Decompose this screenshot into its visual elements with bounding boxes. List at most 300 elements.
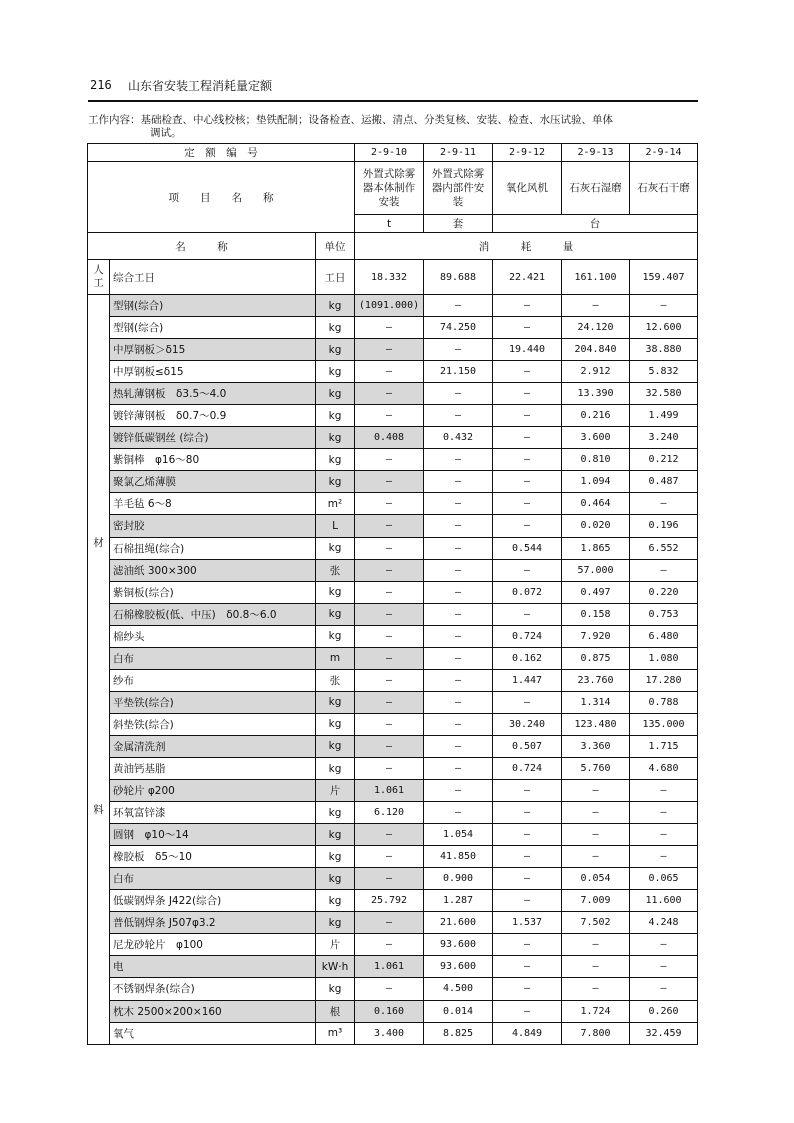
material-unit: m³ (316, 1022, 355, 1044)
material-value-4: 0.054 (562, 868, 630, 890)
material-row (88, 405, 698, 427)
project-name-3: 氧化风机 (493, 162, 562, 215)
material-value-1: — (355, 537, 424, 559)
material-value-3: — (493, 802, 562, 824)
project-name-5: 石灰石干磨 (630, 162, 698, 215)
quota-table (87, 143, 698, 1045)
material-value-5: 0.260 (630, 1000, 698, 1022)
material-value-4: 7.920 (562, 625, 630, 647)
material-row (88, 427, 698, 449)
material-value-1: 1.061 (355, 956, 424, 978)
project-name-2: 外置式除雾器内部件安装 (424, 162, 493, 215)
material-value-3: — (493, 449, 562, 471)
material-name: 不锈钢焊条(综合) (110, 978, 316, 1000)
material-value-2: 21.150 (424, 361, 493, 383)
unit-column-label: 单位 (316, 233, 355, 260)
material-value-2: — (424, 625, 493, 647)
material-row (88, 647, 698, 669)
labor-category: 人工 (88, 260, 110, 295)
material-unit: kW·h (316, 956, 355, 978)
material-value-1: — (355, 735, 424, 757)
material-value-4: 5.760 (562, 757, 630, 779)
material-row (88, 581, 698, 603)
material-value-5: — (630, 846, 698, 868)
material-value-5: 0.788 (630, 691, 698, 713)
material-name: 型钢(综合) (110, 295, 316, 317)
material-value-2: — (424, 559, 493, 581)
book-title: 山东省安装工程消耗量定额 (128, 79, 273, 93)
material-value-3: — (493, 1000, 562, 1022)
material-row (88, 824, 698, 846)
material-name: 环氧富锌漆 (110, 802, 316, 824)
material-value-5: 6.552 (630, 537, 698, 559)
material-value-5: 3.240 (630, 427, 698, 449)
material-value-4: — (562, 824, 630, 846)
material-value-5: 12.600 (630, 317, 698, 339)
material-value-5: 1.499 (630, 405, 698, 427)
material-name: 紫铜板(综合) (110, 581, 316, 603)
material-value-5: — (630, 295, 698, 317)
material-unit: kg (316, 295, 355, 317)
material-row (88, 780, 698, 802)
material-value-2: 1.287 (424, 890, 493, 912)
material-value-2: 4.500 (424, 978, 493, 1000)
material-value-5: 0.065 (630, 868, 698, 890)
quota-code-5: 2-9-14 (630, 144, 698, 162)
material-value-5: 0.487 (630, 471, 698, 493)
project-name-label: 项 目 名 称 (88, 162, 355, 233)
material-row (88, 669, 698, 691)
material-unit: kg (316, 537, 355, 559)
material-name: 枕木 2500×200×160 (110, 1000, 316, 1022)
material-value-5: 0.212 (630, 449, 698, 471)
material-unit: kg (316, 427, 355, 449)
material-unit: kg (316, 625, 355, 647)
material-value-2: — (424, 493, 493, 515)
material-value-3: — (493, 361, 562, 383)
project-name-4: 石灰石湿磨 (562, 162, 630, 215)
material-name: 金属清洗剂 (110, 735, 316, 757)
unit-top-2: 套 (424, 215, 493, 233)
material-value-2: — (424, 471, 493, 493)
material-value-5: 4.680 (630, 757, 698, 779)
material-value-4: 1.094 (562, 471, 630, 493)
material-unit: kg (316, 383, 355, 405)
material-value-2: — (424, 581, 493, 603)
material-unit: kg (316, 846, 355, 868)
material-value-1: — (355, 559, 424, 581)
material-value-4: 2.912 (562, 361, 630, 383)
material-name: 型钢(综合) (110, 317, 316, 339)
material-value-3: — (493, 515, 562, 537)
material-value-1: — (355, 978, 424, 1000)
material-value-4: — (562, 956, 630, 978)
material-value-2: — (424, 383, 493, 405)
material-value-5: 1.715 (630, 735, 698, 757)
material-value-1: — (355, 868, 424, 890)
material-row (88, 493, 698, 515)
material-value-5: — (630, 802, 698, 824)
material-value-2: — (424, 780, 493, 802)
material-value-2: 21.600 (424, 912, 493, 934)
material-value-3: 19.440 (493, 339, 562, 361)
material-unit: kg (316, 912, 355, 934)
material-value-3: — (493, 780, 562, 802)
material-value-3: 1.447 (493, 669, 562, 691)
material-value-3: — (493, 934, 562, 956)
material-row (88, 757, 698, 779)
material-value-2: 0.900 (424, 868, 493, 890)
material-value-3: — (493, 383, 562, 405)
material-value-3: — (493, 559, 562, 581)
material-unit: kg (316, 317, 355, 339)
material-row (88, 449, 698, 471)
material-value-5: 17.280 (630, 669, 698, 691)
material-value-5: 6.480 (630, 625, 698, 647)
material-value-2: 41.850 (424, 846, 493, 868)
work-content-line-1: 工作内容：基础检查、中心线校核；垫铁配制；设备检查、运搬、清点、分类复核、安装、检查、水压试验、单体 (88, 114, 613, 126)
material-value-5: — (630, 978, 698, 1000)
material-value-4: — (562, 978, 630, 1000)
material-value-4: 7.009 (562, 890, 630, 912)
material-value-2: 0.432 (424, 427, 493, 449)
material-name: 平垫铁(综合) (110, 691, 316, 713)
material-name: 纱布 (110, 669, 316, 691)
material-unit: kg (316, 405, 355, 427)
material-value-4: 0.875 (562, 647, 630, 669)
material-unit: kg (316, 449, 355, 471)
material-unit: L (316, 515, 355, 537)
material-value-2: — (424, 515, 493, 537)
material-value-3: — (493, 603, 562, 625)
material-value-1: — (355, 449, 424, 471)
material-name: 尼龙砂轮片 φ100 (110, 934, 316, 956)
material-value-1: — (355, 647, 424, 669)
material-unit: kg (316, 691, 355, 713)
material-value-5: — (630, 780, 698, 802)
material-category-char-2: 料 (93, 804, 104, 816)
material-unit: kg (316, 339, 355, 361)
material-value-3: 30.240 (493, 713, 562, 735)
material-value-2: — (424, 713, 493, 735)
material-value-1: — (355, 339, 424, 361)
material-name: 石棉橡胶板(低、中压) δ0.8～6.0 (110, 603, 316, 625)
material-row (88, 912, 698, 934)
material-name: 中厚钢板≤δ15 (110, 361, 316, 383)
material-unit: kg (316, 471, 355, 493)
material-unit: 张 (316, 559, 355, 581)
material-value-1: — (355, 383, 424, 405)
material-value-5: 0.196 (630, 515, 698, 537)
material-unit: 片 (316, 780, 355, 802)
material-value-1: 25.792 (355, 890, 424, 912)
material-unit: kg (316, 868, 355, 890)
material-value-1: — (355, 669, 424, 691)
material-value-2: — (424, 757, 493, 779)
material-category-char-1: 材 (93, 537, 104, 549)
material-value-2: — (424, 669, 493, 691)
material-unit: 片 (316, 934, 355, 956)
labor-value-1: 18.332 (355, 260, 424, 295)
labor-value-3: 22.421 (493, 260, 562, 295)
material-value-3: 0.507 (493, 735, 562, 757)
material-name: 密封胶 (110, 515, 316, 537)
material-row (88, 1022, 698, 1044)
material-value-5: 32.459 (630, 1022, 698, 1044)
material-name: 砂轮片 φ200 (110, 780, 316, 802)
material-value-3: — (493, 427, 562, 449)
material-row (88, 846, 698, 868)
material-row (88, 890, 698, 912)
material-row (88, 978, 698, 1000)
material-value-4: 1.865 (562, 537, 630, 559)
material-name: 电 (110, 956, 316, 978)
material-row (88, 471, 698, 493)
material-value-4: — (562, 846, 630, 868)
material-name: 镀锌低碳钢丝 (综合) (110, 427, 316, 449)
page-header (88, 72, 698, 102)
material-name: 斜垫铁(综合) (110, 713, 316, 735)
consumption-label: 消 耗 量 (355, 233, 698, 260)
material-value-4: 204.840 (562, 339, 630, 361)
material-value-5: — (630, 493, 698, 515)
material-value-4: — (562, 802, 630, 824)
material-value-3: 0.072 (493, 581, 562, 603)
material-row (88, 713, 698, 735)
material-value-1: — (355, 691, 424, 713)
material-value-1: 6.120 (355, 802, 424, 824)
material-value-1: 1.061 (355, 780, 424, 802)
material-value-2: — (424, 405, 493, 427)
quota-code-label: 定 额 编 号 (88, 144, 355, 162)
material-value-4: 3.600 (562, 427, 630, 449)
material-value-5: 1.080 (630, 647, 698, 669)
material-value-1: — (355, 581, 424, 603)
material-name: 滤油纸 300×300 (110, 559, 316, 581)
material-value-5: — (630, 956, 698, 978)
material-value-5: — (630, 934, 698, 956)
quota-code-2: 2-9-11 (424, 144, 493, 162)
material-row (88, 625, 698, 647)
material-value-4: 0.497 (562, 581, 630, 603)
material-value-2: — (424, 802, 493, 824)
material-value-1: — (355, 471, 424, 493)
material-value-1: — (355, 713, 424, 735)
material-unit: 张 (316, 669, 355, 691)
material-value-1: — (355, 757, 424, 779)
material-value-1: 3.400 (355, 1022, 424, 1044)
material-value-3: 0.724 (493, 757, 562, 779)
material-value-5: 135.000 (630, 713, 698, 735)
material-value-2: 1.054 (424, 824, 493, 846)
material-value-1: 0.160 (355, 1000, 424, 1022)
material-value-4: 0.810 (562, 449, 630, 471)
quota-code-1: 2-9-10 (355, 144, 424, 162)
material-value-4: 1.724 (562, 1000, 630, 1022)
material-value-4: 57.000 (562, 559, 630, 581)
material-value-2: — (424, 603, 493, 625)
material-value-2: 74.250 (424, 317, 493, 339)
material-unit: kg (316, 361, 355, 383)
material-unit: 根 (316, 1000, 355, 1022)
page-number: 216 (90, 78, 112, 92)
material-value-1: — (355, 912, 424, 934)
material-value-4: 0.020 (562, 515, 630, 537)
material-value-4: 0.158 (562, 603, 630, 625)
material-value-1: — (355, 515, 424, 537)
material-value-4: 1.314 (562, 691, 630, 713)
material-value-1: — (355, 361, 424, 383)
material-value-4: — (562, 295, 630, 317)
material-value-3: — (493, 868, 562, 890)
material-value-3: 0.162 (493, 647, 562, 669)
material-value-1: 0.408 (355, 427, 424, 449)
name-column-label: 名 称 (88, 233, 316, 260)
material-value-5: 4.248 (630, 912, 698, 934)
material-value-5: 38.880 (630, 339, 698, 361)
material-value-2: — (424, 647, 493, 669)
quota-code-4: 2-9-13 (562, 144, 630, 162)
material-name: 羊毛毡 6～8 (110, 493, 316, 515)
material-value-4: 3.360 (562, 735, 630, 757)
material-row (88, 537, 698, 559)
material-value-1: (1091.000) (355, 295, 424, 317)
material-name: 中厚钢板＞δ15 (110, 339, 316, 361)
quota-code-3: 2-9-12 (493, 144, 562, 162)
material-value-4: 123.480 (562, 713, 630, 735)
material-value-3: — (493, 890, 562, 912)
labor-value-2: 89.688 (424, 260, 493, 295)
material-value-2: — (424, 295, 493, 317)
material-value-2: 8.825 (424, 1022, 493, 1044)
material-value-5: — (630, 824, 698, 846)
material-name: 橡胶板 δ5～10 (110, 846, 316, 868)
material-row (88, 317, 698, 339)
material-row (88, 339, 698, 361)
material-unit: kg (316, 603, 355, 625)
material-value-5: 11.600 (630, 890, 698, 912)
material-value-1: — (355, 603, 424, 625)
material-value-4: 7.800 (562, 1022, 630, 1044)
material-value-3: 1.537 (493, 912, 562, 934)
material-row (88, 1000, 698, 1022)
unit-top-3: 台 (493, 215, 698, 233)
material-value-3: — (493, 471, 562, 493)
material-value-1: — (355, 405, 424, 427)
material-row (88, 934, 698, 956)
material-unit: kg (316, 581, 355, 603)
material-value-2: — (424, 339, 493, 361)
material-value-1: — (355, 493, 424, 515)
material-name: 低碳钢焊条 J422(综合) (110, 890, 316, 912)
material-value-5: 0.220 (630, 581, 698, 603)
material-row (88, 802, 698, 824)
material-row (88, 956, 698, 978)
material-value-4: — (562, 934, 630, 956)
material-row (88, 361, 698, 383)
material-value-5: — (630, 559, 698, 581)
labor-value-5: 159.407 (630, 260, 698, 295)
project-name-1: 外置式除雾器本体制作安装 (355, 162, 424, 215)
material-value-1: — (355, 846, 424, 868)
material-value-3: — (493, 691, 562, 713)
material-unit: kg (316, 978, 355, 1000)
material-row (88, 295, 698, 317)
material-value-3: — (493, 978, 562, 1000)
material-value-3: — (493, 824, 562, 846)
material-unit: kg (316, 824, 355, 846)
work-content-line-2: 调试。 (150, 127, 182, 139)
material-name: 圆钢 φ10～14 (110, 824, 316, 846)
material-value-5: 5.832 (630, 361, 698, 383)
material-value-2: 0.014 (424, 1000, 493, 1022)
material-value-2: — (424, 735, 493, 757)
material-category (88, 295, 110, 1045)
material-unit: kg (316, 802, 355, 824)
material-value-4: — (562, 780, 630, 802)
material-name: 白布 (110, 868, 316, 890)
material-name: 黄油钙基脂 (110, 757, 316, 779)
material-value-4: 13.390 (562, 383, 630, 405)
material-value-2: 93.600 (424, 956, 493, 978)
material-value-3: 0.544 (493, 537, 562, 559)
material-row (88, 735, 698, 757)
material-value-2: 93.600 (424, 934, 493, 956)
labor-name: 综合工日 (110, 260, 316, 295)
material-value-3: — (493, 317, 562, 339)
material-name: 热轧薄钢板 δ3.5～4.0 (110, 383, 316, 405)
material-name: 普低钢焊条 J507φ3.2 (110, 912, 316, 934)
material-value-4: 23.760 (562, 669, 630, 691)
material-unit: kg (316, 735, 355, 757)
material-row (88, 515, 698, 537)
material-value-4: 24.120 (562, 317, 630, 339)
material-value-4: 0.464 (562, 493, 630, 515)
material-unit: m² (316, 493, 355, 515)
material-value-3: 4.849 (493, 1022, 562, 1044)
labor-value-4: 161.100 (562, 260, 630, 295)
material-name: 棉纱头 (110, 625, 316, 647)
material-name: 白布 (110, 647, 316, 669)
material-value-5: 32.580 (630, 383, 698, 405)
work-content (88, 114, 698, 140)
material-value-3: — (493, 295, 562, 317)
material-value-3: 0.724 (493, 625, 562, 647)
material-value-1: — (355, 934, 424, 956)
material-row (88, 868, 698, 890)
material-value-3: — (493, 493, 562, 515)
material-name: 紫铜棒 φ16～80 (110, 449, 316, 471)
material-row (88, 383, 698, 405)
material-value-2: — (424, 691, 493, 713)
material-name: 氧气 (110, 1022, 316, 1044)
material-unit: m (316, 647, 355, 669)
material-row (88, 691, 698, 713)
material-value-1: — (355, 824, 424, 846)
material-name: 聚氯乙烯薄膜 (110, 471, 316, 493)
material-value-3: — (493, 846, 562, 868)
material-unit: kg (316, 890, 355, 912)
material-value-5: 0.753 (630, 603, 698, 625)
material-value-4: 0.216 (562, 405, 630, 427)
material-value-2: — (424, 537, 493, 559)
material-unit: kg (316, 757, 355, 779)
material-name: 石棉扭绳(综合) (110, 537, 316, 559)
labor-unit: 工日 (316, 260, 355, 295)
material-name: 镀锌薄钢板 δ0.7～0.9 (110, 405, 316, 427)
material-value-3: — (493, 405, 562, 427)
material-value-1: — (355, 317, 424, 339)
